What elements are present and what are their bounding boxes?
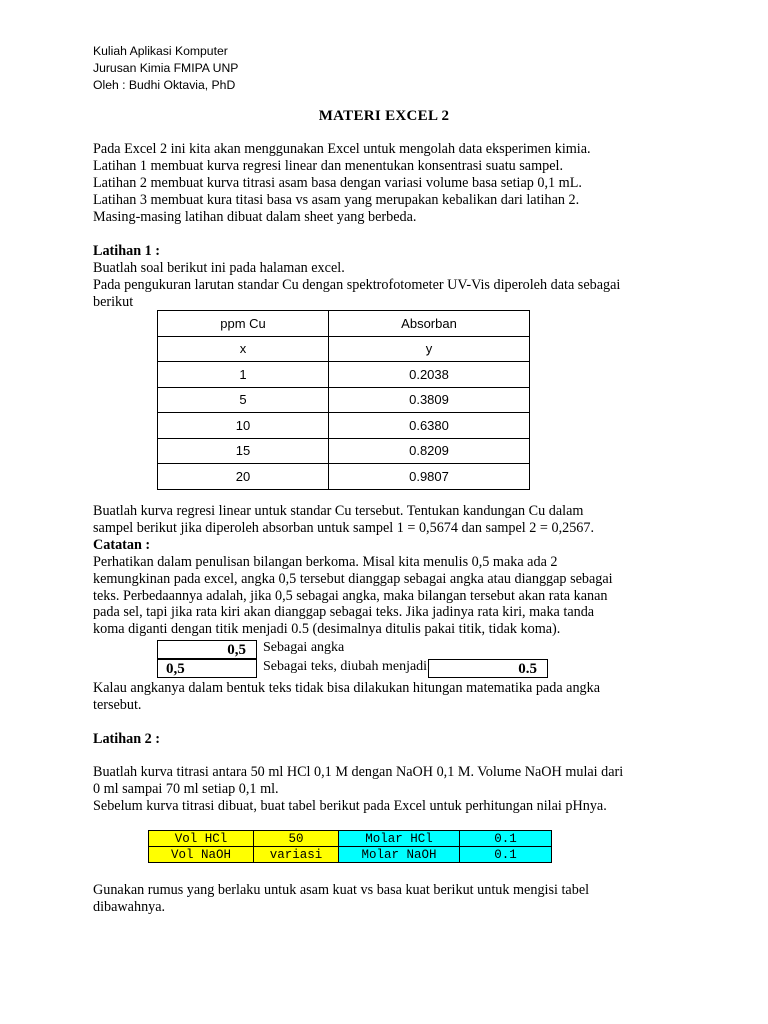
text-cell-example: 0,5 xyxy=(157,659,257,678)
table-row xyxy=(158,413,530,439)
table-cell: Vol NaOH xyxy=(149,847,254,863)
table-cell: 15 xyxy=(158,438,329,464)
document-title: MATERI EXCEL 2 xyxy=(318,108,450,124)
catatan-closing xyxy=(93,680,683,714)
header-cell: x xyxy=(158,336,329,362)
catatan-line: Perhatikan dalam penulisan bilangan berkoma. Misal kita menulis 0,5 maka ada 2 xyxy=(93,553,558,570)
table-row xyxy=(149,847,552,863)
table-cell: 0.9807 xyxy=(329,464,530,490)
latihan2-closing xyxy=(93,882,683,916)
converted-cell-example: 0.5 xyxy=(428,659,548,678)
catatan-line: pada sel, tapi jika rata kiri akan dianggap sebagai teks. Jika jadinya rata kiri, maka tanda xyxy=(93,604,595,621)
table-cell: 10 xyxy=(158,413,329,439)
latihan2-heading-block xyxy=(93,731,683,748)
intro-line: Latihan 1 membuat kurva regresi linear dan menentukan konsentrasi suatu sampel. xyxy=(93,157,564,174)
table-row xyxy=(158,387,530,413)
table-cell: 20 xyxy=(158,464,329,490)
table-row xyxy=(158,362,530,388)
header-cell: y xyxy=(329,336,530,362)
intro-line: Latihan 3 membuat kura titasi basa vs asam yang merupakan kebalikan dari latihan 2. xyxy=(93,191,580,208)
author-line: Oleh : Budhi Oktavia, PhD xyxy=(93,78,236,92)
latihan1-line: Pada pengukuran larutan standar Cu dengan spektrofotometer UV-Vis diperoleh data sebagai xyxy=(93,276,621,293)
closing-line: Kalau angkanya dalam bentuk teks tidak bisa dilakukan hitungan matematika pada angka xyxy=(93,680,601,696)
latihan2-line: Buatlah kurva titrasi antara 50 ml HCl 0,1 M dengan NaOH 0,1 M. Volume NaOH mulai dari xyxy=(93,764,624,780)
table-cell: 0.1 xyxy=(460,831,552,847)
table-row xyxy=(149,831,552,847)
latihan2-line: Sebelum kurva titrasi dibuat, buat tabel berikut pada Excel untuk perhitungan nilai pHnya. xyxy=(93,797,607,814)
latihan1-line: berikut xyxy=(93,293,134,310)
closing-line: dibawahnya. xyxy=(93,898,166,915)
latihan2-heading: Latihan 2 : xyxy=(93,731,161,747)
instruction-line: Buatlah kurva regresi linear untuk standar Cu tersebut. Tentukan kandungan Cu dalam xyxy=(93,503,584,519)
table-row xyxy=(158,464,530,490)
header-cell: Absorban xyxy=(329,311,530,337)
course-name: Kuliah Aplikasi Komputer xyxy=(93,44,228,58)
table-header-row xyxy=(158,336,530,362)
table-cell: 0.6380 xyxy=(329,413,530,439)
latihan1-line: Buatlah soal berikut ini pada halaman excel. xyxy=(93,259,345,276)
table-cell: 0.3809 xyxy=(329,387,530,413)
catatan-line: kemungkinan pada excel, angka 0,5 tersebut dianggap sebagai angka atau dianggap sebagai xyxy=(93,570,613,587)
closing-line: Gunakan rumus yang berlaku untuk asam kuat vs basa kuat berikut untuk mengisi tabel xyxy=(93,882,590,898)
table-row xyxy=(158,438,530,464)
latihan1-section xyxy=(93,243,683,311)
cu-standard-table xyxy=(157,310,530,490)
document-header xyxy=(93,43,238,94)
intro-line: Pada Excel 2 ini kita akan menggunakan Excel untuk mengolah data eksperimen kimia. xyxy=(93,141,591,157)
table-cell: 0.2038 xyxy=(329,362,530,388)
table-cell: 0.1 xyxy=(460,847,552,863)
catatan-heading: Catatan : xyxy=(93,536,151,553)
excel-parameter-table xyxy=(148,830,552,863)
table-cell: Vol HCl xyxy=(149,831,254,847)
instruction-line: sampel berikut jika diperoleh absorban untuk sampel 1 = 0,5674 dan sampel 2 = 0,2567. xyxy=(93,519,595,536)
header-cell: ppm Cu xyxy=(158,311,329,337)
table-cell: 5 xyxy=(158,387,329,413)
catatan-line: teks. Perbedaannya adalah, jika 0,5 sebagai angka, maka bilangan tersebut akan rata kanan xyxy=(93,587,608,604)
latihan1-instructions xyxy=(93,503,683,638)
table-cell: Molar HCl xyxy=(339,831,460,847)
table-cell: variasi xyxy=(254,847,339,863)
table-cell: Molar NaOH xyxy=(339,847,460,863)
department-name: Jurusan Kimia FMIPA UNP xyxy=(93,61,239,75)
text-cell-label: Sebagai teks, diubah menjadi xyxy=(263,659,428,674)
intro-paragraph xyxy=(93,141,683,226)
table-cell: 0.8209 xyxy=(329,438,530,464)
table-header-row xyxy=(158,311,530,337)
latihan1-heading: Latihan 1 : xyxy=(93,243,161,259)
table-cell: 1 xyxy=(158,362,329,388)
number-cell-example: 0,5 xyxy=(157,640,257,659)
catatan-line: koma diganti dengan titik menjadi 0.5 (desimalnya ditulis pakai titik, tidak koma). xyxy=(93,621,561,638)
intro-line: Masing-masing latihan dibuat dalam sheet yang berbeda. xyxy=(93,208,417,225)
closing-line: tersebut. xyxy=(93,696,142,713)
latihan2-section xyxy=(93,764,683,815)
table-cell: 50 xyxy=(254,831,339,847)
intro-line: Latihan 2 membuat kurva titrasi asam basa dengan variasi volume basa setiap 0,1 mL. xyxy=(93,174,582,191)
latihan2-line: 0 ml sampai 70 ml setiap 0,1 ml. xyxy=(93,780,279,797)
number-cell-label: Sebagai angka xyxy=(263,640,345,655)
